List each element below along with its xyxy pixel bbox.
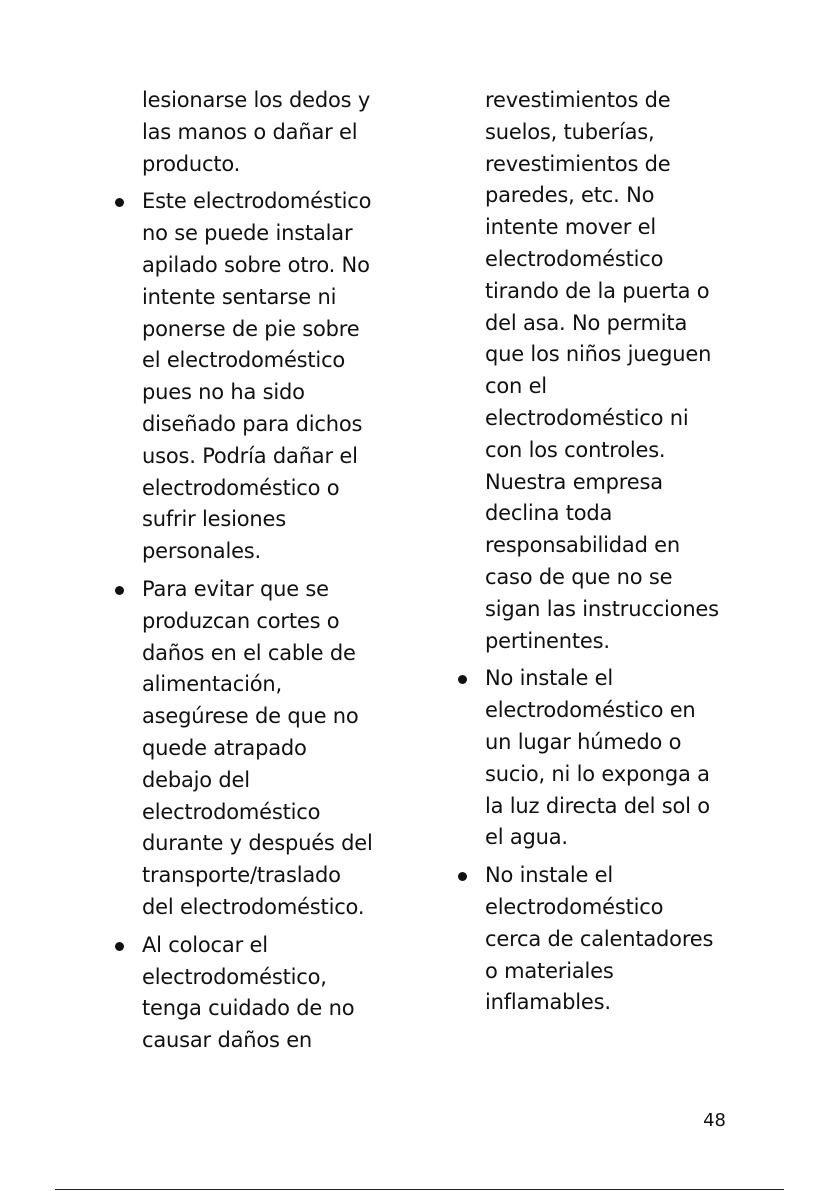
- text-line: Nuestra empresa: [485, 469, 663, 494]
- text-line: intente mover el: [485, 215, 656, 240]
- text-line: Para evitar que se: [142, 576, 329, 601]
- bullet-item: [454, 663, 734, 854]
- bullet-item: [111, 930, 391, 1057]
- text-line: la luz directa del sol o: [485, 793, 710, 818]
- text-line: usos. Podría dañar el: [142, 443, 358, 468]
- text-line: Al colocar el: [142, 932, 268, 957]
- text-line: paredes, etc. No: [485, 183, 655, 208]
- text-line: personales.: [142, 539, 262, 564]
- bullet-icon: [458, 675, 467, 684]
- page-number: 48: [703, 1110, 726, 1131]
- text-line: No instale el: [485, 666, 614, 691]
- text-line: ponerse de pie sobre: [142, 316, 360, 341]
- text-line: las manos o dañar el: [142, 119, 358, 144]
- left-column: [111, 85, 391, 1057]
- text-line: No instale el: [485, 863, 614, 888]
- text-line: revestimientos de: [485, 151, 671, 176]
- text-line: apilado sobre otro. No: [142, 252, 370, 277]
- text-line: tirando de la puerta o: [485, 278, 710, 303]
- text-line: inflamables.: [485, 990, 611, 1015]
- text-line: pues no ha sido: [142, 380, 305, 405]
- text-line: cerca de calentadores: [485, 926, 714, 951]
- bullet-icon: [115, 198, 124, 207]
- text-line: sigan las instrucciones: [485, 596, 719, 621]
- text-line: Este electrodoméstico: [142, 189, 372, 214]
- text-line: intente sentarse ni: [142, 284, 337, 309]
- right-continuation-paragraph: [485, 85, 734, 657]
- text-line: alimentación,: [142, 672, 282, 697]
- text-line: electrodoméstico en: [485, 698, 696, 723]
- text-line: electrodoméstico,: [142, 964, 327, 989]
- text-line: un lugar húmedo o: [485, 729, 682, 754]
- text-line: electrodoméstico: [485, 246, 664, 271]
- text-line: electrodoméstico: [142, 799, 321, 824]
- text-line: electrodoméstico ni: [485, 405, 689, 430]
- text-line: transporte/traslado: [142, 863, 341, 888]
- text-line: lesionarse los dedos y: [142, 88, 371, 112]
- bullet-icon: [115, 586, 124, 595]
- bullet-icon: [458, 872, 467, 881]
- text-line: diseñado para dichos: [142, 411, 363, 436]
- text-line: electrodoméstico: [485, 894, 664, 919]
- text-line: con los controles.: [485, 437, 666, 462]
- text-line: produzcan cortes o: [142, 608, 340, 633]
- text-line: durante y después del: [142, 831, 373, 856]
- bullet-icon: [115, 942, 124, 951]
- text-line: responsabilidad en: [485, 533, 680, 558]
- footer-divider: [55, 1189, 784, 1190]
- text-line: quede atrapado: [142, 735, 307, 760]
- text-line: debajo del: [142, 767, 250, 792]
- text-line: caso de que no se: [485, 564, 673, 589]
- bullet-item: [454, 860, 734, 1019]
- right-column: [454, 85, 734, 1019]
- text-line: o materiales: [485, 958, 614, 983]
- text-line: daños en el cable de: [142, 640, 356, 665]
- text-line: pertinentes.: [485, 628, 610, 653]
- text-line: causar daños en: [142, 1028, 313, 1053]
- text-line: no se puede instalar: [142, 221, 353, 246]
- text-line: del asa. No permita: [485, 310, 688, 335]
- text-line: sucio, ni lo exponga a: [485, 761, 710, 786]
- text-line: electrodoméstico o: [142, 475, 340, 500]
- bullet-item: [111, 574, 391, 924]
- text-line: declina toda: [485, 501, 613, 526]
- left-continuation-paragraph: [142, 85, 391, 180]
- text-line: revestimientos de: [485, 88, 671, 112]
- text-line: sufrir lesiones: [142, 507, 286, 532]
- text-line: del electrodoméstico.: [142, 894, 365, 919]
- text-line: producto.: [142, 151, 241, 176]
- text-line: con el: [485, 374, 547, 399]
- text-line: tenga cuidado de no: [142, 996, 355, 1021]
- bullet-item: [111, 186, 391, 568]
- text-line: suelos, tuberías,: [485, 119, 655, 144]
- text-line: que los niños jueguen: [485, 342, 712, 367]
- text-line: el electrodoméstico: [142, 348, 346, 373]
- text-line: el agua.: [485, 825, 568, 850]
- text-line: asegúrese de que no: [142, 704, 359, 729]
